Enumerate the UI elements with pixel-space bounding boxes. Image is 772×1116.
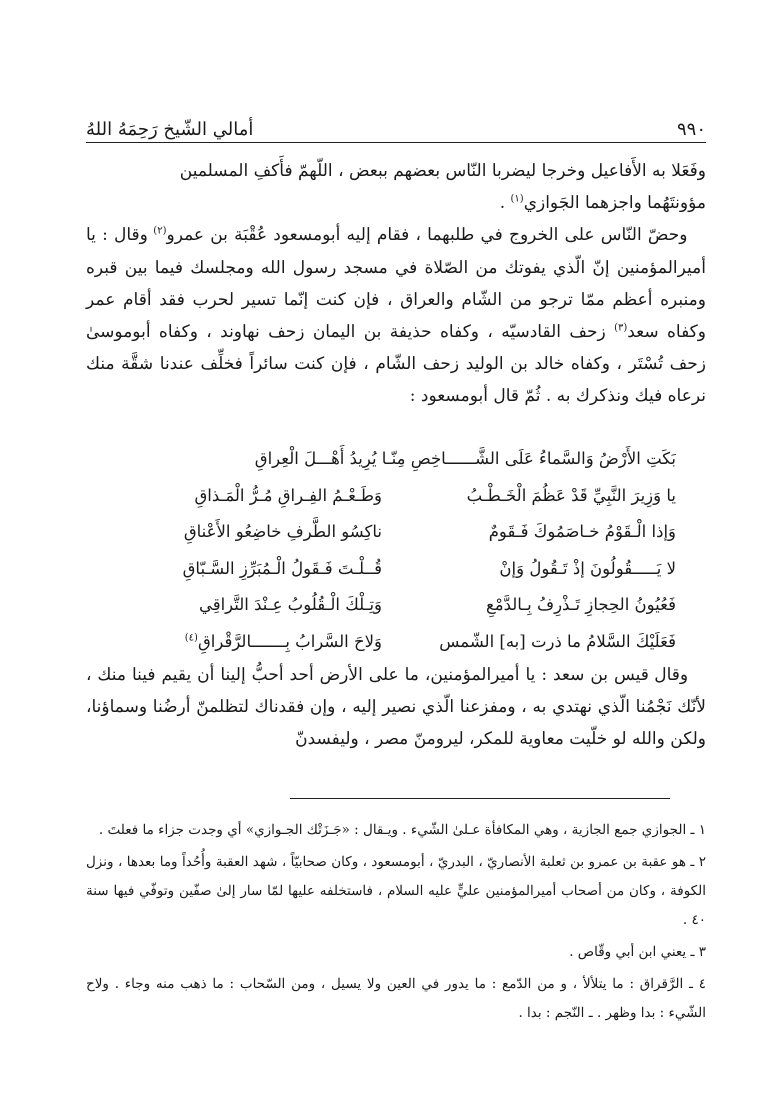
poem-opening-verse: بَكَتِ الأَرْضُ وَالسَّماءُ عَلَى الشَّــــــاخِصِ مِنّـا يُرِيدُ أَهْـــلَ الْعِراقِ bbox=[254, 449, 676, 468]
header-divider bbox=[86, 142, 706, 143]
text-line: وفَعَلا به الأَفاعيل وخرجا ليضربا النّاس بعضهم ببعض ، اللّهمّ فأَكفِ المسلمين bbox=[179, 161, 706, 181]
paragraph: وحضّ النّاس على الخروج في طلبهما ، فقام إليه أبومسعود عُقْبَة بن عمرو$^{(٢)}$ وقال : يا أميرالمؤمنين إنّ الّذي يفوتك من الصّلاة في مسجد رسول الله ومجلسك فيما بين قبره ومنبره أعظم ممّا ترجو من الشّام والعراق ، فإن كنت إنّما تسير لحرب فقد أقام عمر وكفاه سعد$^{(٣)}$ زحف القادسيّه ، وكفاه حذيفة بن اليمان زحف نهاوند ، وكفاه أبوموسىٰ زحف تُسْتَر ، وكفاه خالد بن الوليد زحف الشّام ، فإن كنت سائراً فخلِّف عندنا شقَّة منك نرعاه فيك ونذكرك به . ثُمّ قال أبومسعود : bbox=[86, 225, 706, 407]
book-title: أمالي الشّيخ رَحِمَهُ اللهُ bbox=[86, 119, 254, 140]
poem-verse bbox=[142, 624, 676, 661]
poem-hemistich-left: ناكِسُو الطَّرفِ خاضِعُو الأَعْناقِ bbox=[183, 522, 382, 541]
footnote-4: ٤ ـ الرَّقراق : ما يتلألأ ، و من الدّمع : ما يدور في العين ولا يسيل ، ومن السّحاب : ما ذهب منه وجاء . ولاح الشّيء : بدا وظهر . ـ النّجم : بدا . bbox=[86, 976, 706, 1021]
poem-hemistich-right: وَإذا الْـقَوْمُ خـاصَمُوكَ فَـقَومٌ bbox=[488, 522, 676, 541]
footnote-ref: (٣) bbox=[614, 322, 628, 334]
footnote-divider bbox=[290, 798, 670, 799]
footnotes bbox=[86, 816, 706, 1031]
footnote-ref: (٤) bbox=[184, 632, 198, 643]
poem-hemistich-right: فَعُيُونُ الحِجازِ تَـذْرِفُ بِـالدَّمْعِ bbox=[485, 595, 676, 614]
footnote-1: ١ ـ الجوازي جمع الجازية ، وهي المكافأة عـلىٰ الشّيء . ويـقال : «جَـزَتْك الجـوازي» أي وجدت جزاء ما فعلتَ . bbox=[98, 822, 706, 838]
main-text-top bbox=[86, 155, 706, 413]
paragraph: وقال قيس بن سعد : يا أميرالمؤمنين، ما على الأرض أحد أحبُّ إلينا أن يقيم فينا منك ، لأنّك نَجْمُنا الّذي نهتدي به ، ومفزعنا الّذي نصير إليه ، وإن فقدناك لتظلمنّ أرضُنا وسماؤنا، ولكن والله لو خلّيت معاوية للمكر، ليرومنّ مصر ، وليفسدنّ bbox=[86, 665, 706, 750]
footnote-3: ٣ ـ يعني ابن أبي وقّاص . bbox=[569, 944, 706, 960]
footnote-ref: (١) bbox=[510, 193, 524, 205]
poem-verse bbox=[142, 514, 676, 551]
poem-hemistich-left: قُــلْـتَ فَـقَولُ الْـمُبَرِّزِ السَّـبّاقِ bbox=[182, 558, 382, 578]
poem-verse bbox=[142, 478, 676, 515]
main-text-bottom bbox=[86, 659, 706, 756]
poem-hemistich-left: وَتِـلْكَ الْـقُلُوبُ عِـنْدَ التَّراقِي bbox=[198, 595, 382, 614]
poem-hemistich-left: وَطَـعْـمُ الفِـراقِ مُـرُّ الْمَـذاقِ bbox=[194, 485, 382, 505]
poem bbox=[142, 441, 676, 660]
footnote-2: ٢ ـ هو عقبة بن عمرو بن ثعلبة الأنصاريّ ، البدريّ ، أبومسعود ، وكان صحابيّاً ، شهد العقبة وأُحُداً وما بعدها ، ونزل الكوفة ، وكان من أصحاب أميرالمؤمنين عليٍّ عليه السلام ، فاستخلفه عليها لمّا سار إلىٰ صفّين وتوفّي فيها سنة ٤٠ . bbox=[86, 854, 706, 928]
text-line: مؤونتَهُما واجزهما الجَوازي$^{(١)}$ . bbox=[499, 193, 706, 214]
poem-hemistich-right: يا وَزِيرَ النَّبِيِّ قَدْ عَظُمَ الْخَـطْـبُ bbox=[466, 485, 676, 505]
running-header bbox=[86, 106, 706, 140]
footnote-ref: (٢) bbox=[153, 225, 167, 237]
poem-verse bbox=[142, 551, 676, 588]
poem-hemistich-right: فَعَلَيْكَ السَّلامُ ما ذرت [به] الشّمس bbox=[439, 631, 676, 651]
page-number: ٩٩٠ bbox=[676, 119, 706, 140]
poem-hemistich-right: لا يَـــــقُولُونَ إذْ تَـقُولُ وَإنْ bbox=[499, 558, 676, 578]
poem-verse bbox=[142, 587, 676, 624]
poem-hemistich-left: وَلاحَ السَّرابُ بِـــــــالرَّقْراقِ$^{(٤)}$ bbox=[184, 631, 382, 651]
